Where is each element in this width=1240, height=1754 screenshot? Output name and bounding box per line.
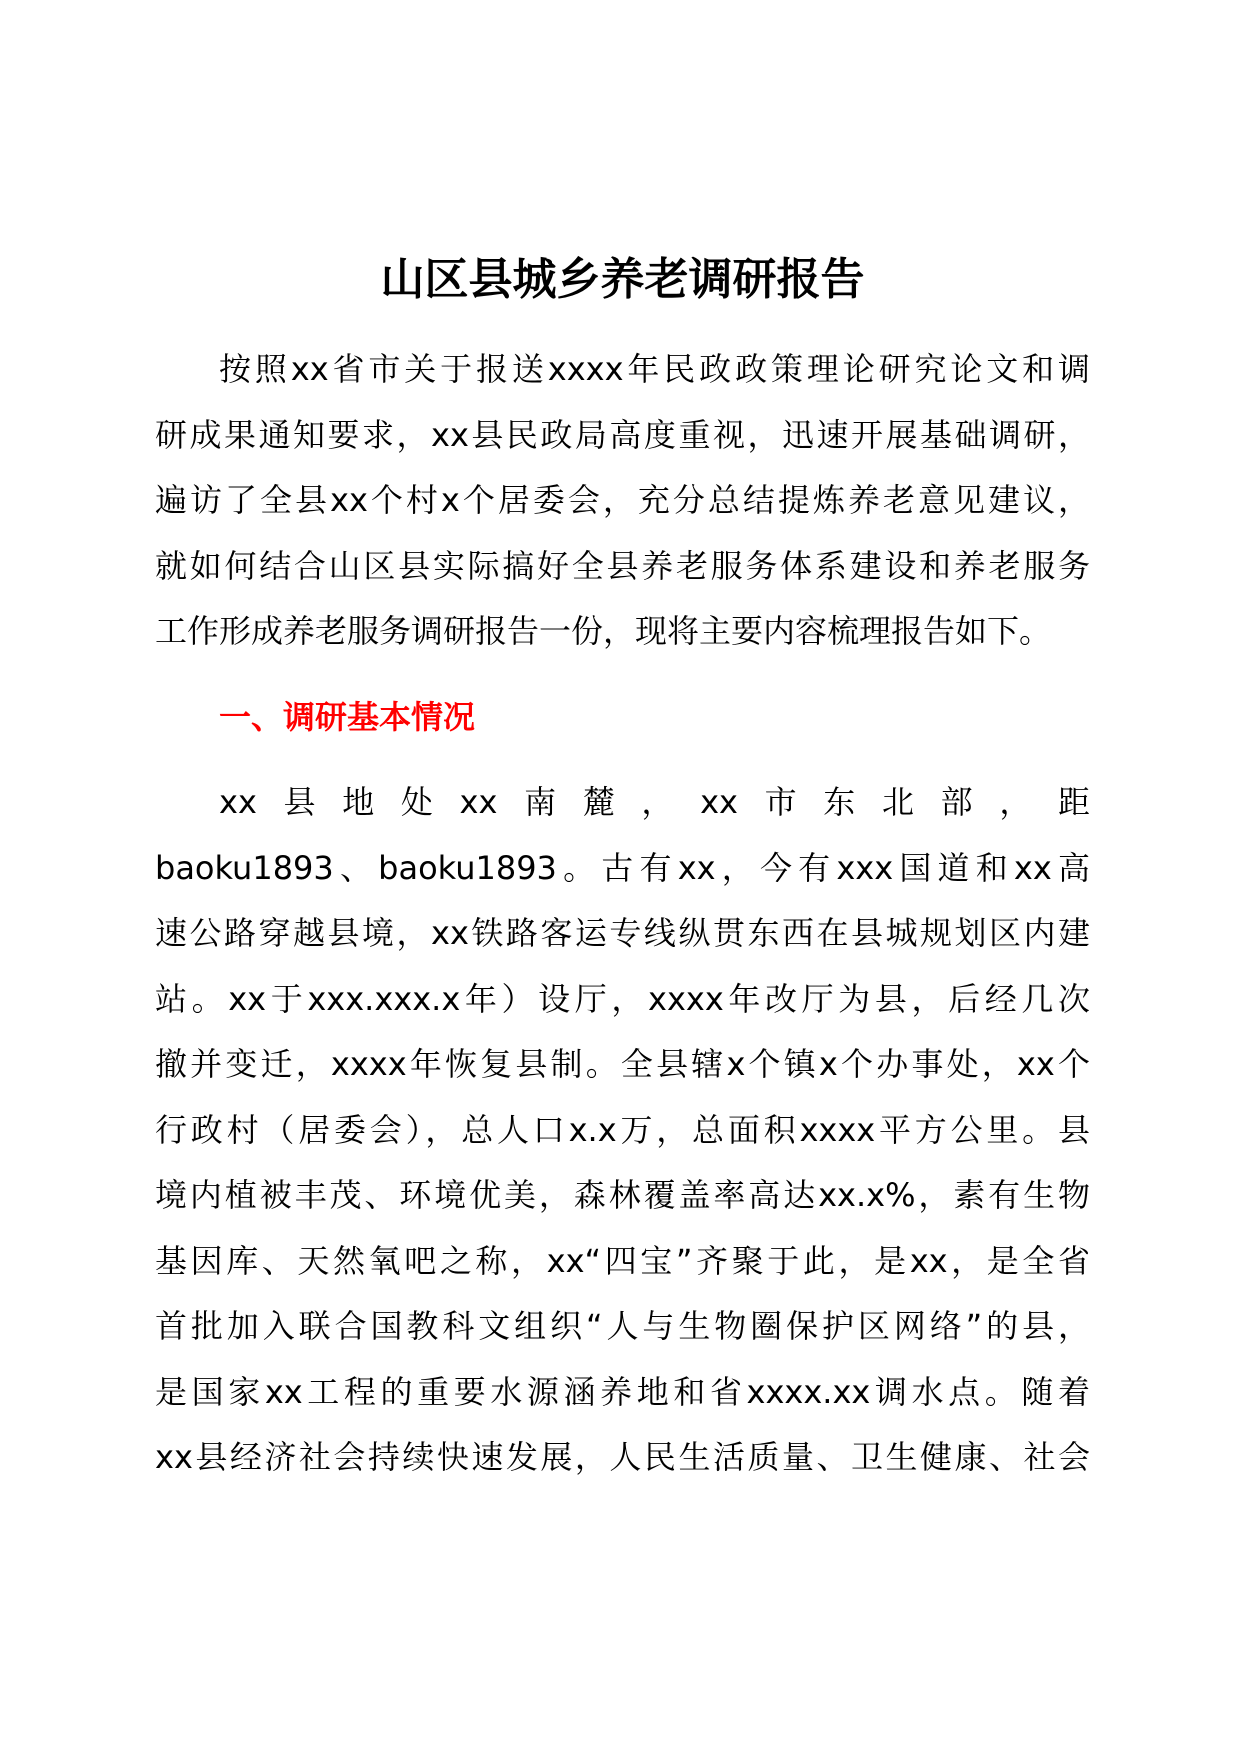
intro-line: 研成果通知要求，xx县民政局高度重视，迅速开展基础调研， [155,415,1090,454]
word: 地 [342,783,375,821]
word: xx [700,783,738,821]
intro-line: 工作形成养老服务调研报告一份，现将主要内容梳理报告如下。 [155,612,1052,650]
section-line: 站。xx于xxx.xxx.x年）设厅，xxxx年改厅为县，后经几次 [155,979,1090,1018]
word: 东 [823,783,856,821]
word: ， [641,783,674,821]
section-line: 速公路穿越县境，xx铁路客运专线纵贯东西在县城规划区内建 [155,914,1090,952]
word: 南 [524,783,557,821]
intro-paragraph [155,337,1090,665]
word: 部 [940,783,973,821]
intro-line: 遍访了全县xx个村x个居委会，充分总结提炼养老意见建议， [155,481,1090,519]
section-line: xx县经济社会持续快速发展，人民生活质量、卫生健康、社会 [155,1438,1090,1476]
word: xx [459,783,498,821]
document-title: 山区县城乡养老调研报告 [380,254,865,305]
word: 处 [400,783,433,821]
section-line: 撤并变迁，xxxx年恢复县制。全县辖x个镇x个办事处，xx个 [155,1045,1090,1083]
word: ， [999,783,1032,821]
word: 县 [283,783,316,821]
word: 距 [1057,783,1090,821]
section-line: 行政村（居委会），总人口x.x万，总面积xxxx平方公里。县 [155,1110,1090,1149]
word: 麓 [582,783,615,821]
section-line: 基因库、天然氧吧之称，xx“四宝”齐聚于此，是xx，是全省 [155,1241,1090,1280]
section-line: baoku1893、baoku1893。古有xx，今有xxx国道和xx高 [155,848,1090,887]
section-line: 是国家xx工程的重要水源涵养地和省xxxx.xx调水点。随着 [155,1372,1090,1411]
intro-line: 就如何结合山区县实际搞好全县养老服务体系建设和养老服务 [155,546,1090,585]
section-paragraph [155,770,1090,1491]
section-heading: 一、调研基本情况 [219,697,476,736]
word: xx [219,783,257,821]
section-first-line [155,770,1090,836]
section-line: 境内植被丰茂、环境优美，森林覆盖率高达xx.x%，素有生物 [155,1176,1090,1214]
word: 市 [764,783,797,821]
section-line: 首批加入联合国教科文组织“人与生物圈保护区网络”的县， [155,1307,1090,1345]
word: 北 [881,783,914,821]
intro-line: 按照xx省市关于报送xxxx年民政政策理论研究论文和调 [219,350,1090,388]
document-page [155,240,1090,1491]
